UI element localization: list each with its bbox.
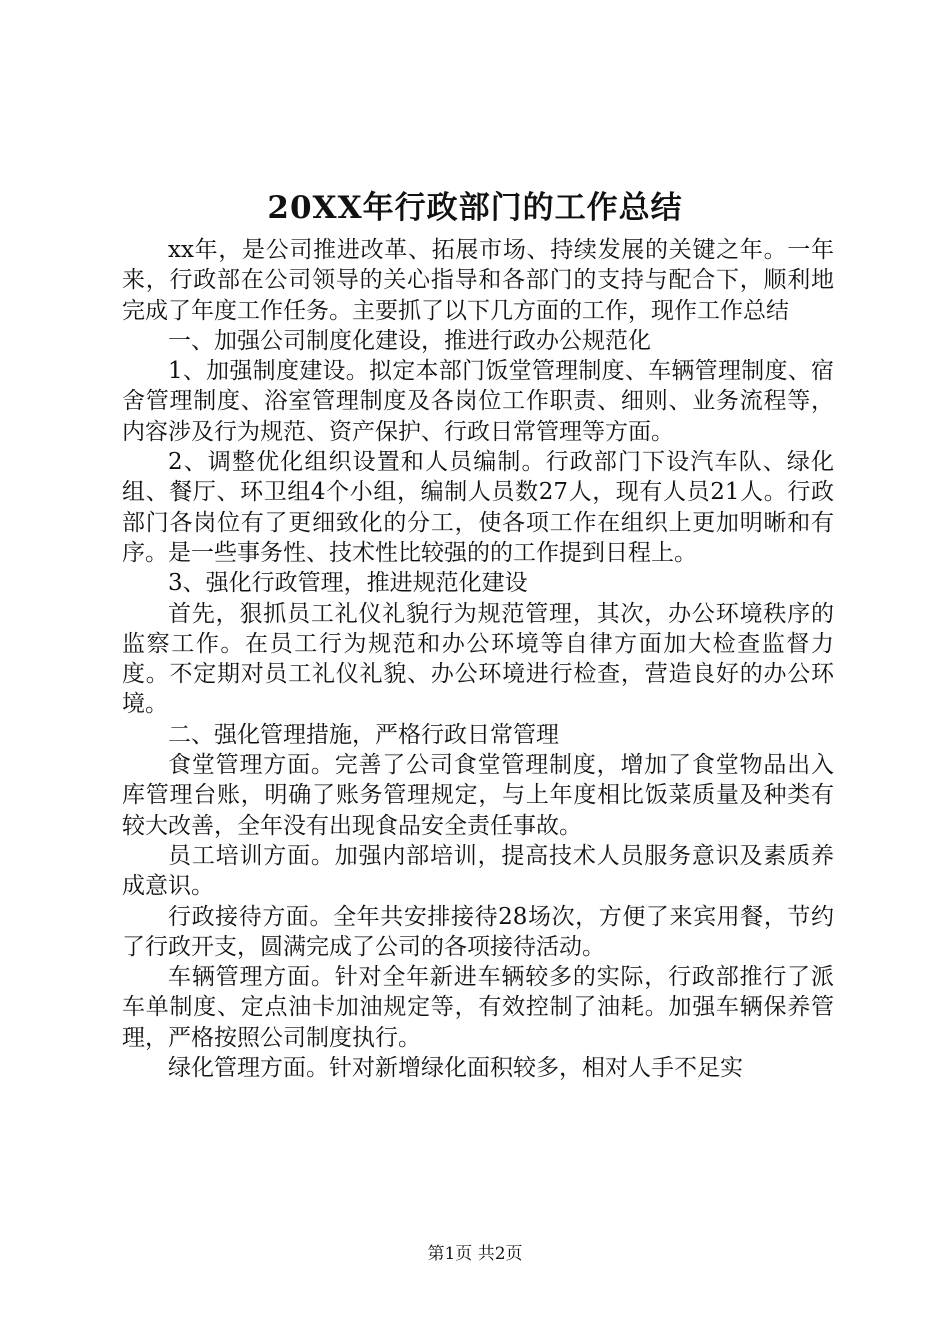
subheading-admin-management: 3、强化行政管理，推进规范化建设: [168, 570, 528, 597]
paragraph-training: 员工培训方面。加强内部培训，提高技术人员服务意识及素质养成意识。: [122, 842, 834, 900]
paragraph-etiquette: 首先，狠抓员工礼仪礼貌行为规范管理，其次，办公环境秩序的监察工作。在员工行为规范和办公环境等自律方面加大检查监督力度。不定期对员工礼仪礼貌、办公环境进行检查，营造良好的办公环境。: [122, 600, 834, 718]
document-title: 20XX年行政部门的工作总结: [267, 190, 683, 226]
paragraph-canteen: 食堂管理方面。完善了公司食堂管理制度，增加了食堂物品出入库管理台账，明确了账务管理规定，与上年度相比饭菜质量及种类有较大改善，全年没有出现食品安全责任事故。: [122, 752, 834, 839]
paragraph-organization: 2、调整优化组织设置和人员编制。行政部门下设汽车队、绿化组、餐厅、环卫组4个小组，编制人员数27人，现有人员21人。行政部门各岗位有了更细致化的分工，使各项工作在组织上更加明晰和有序。是一些事务性、技术性比较强的的工作提到日程上。: [122, 449, 834, 566]
document-body: [122, 235, 834, 1083]
paragraph-reception: 行政接待方面。全年共安排接待28场次，方便了来宾用餐，节约了行政开支，圆满完成了公司的各项接待活动。: [122, 903, 834, 960]
section-heading-2: 二、强化管理措施，严格行政日常管理: [168, 721, 559, 748]
paragraph-greening: 绿化管理方面。针对新增绿化面积较多，相对人手不足实: [168, 1055, 743, 1082]
paragraph-system-building: 1、加强制度建设。拟定本部门饭堂管理制度、车辆管理制度、宿舍管理制度、浴室管理制度及各岗位工作职责、细则、业务流程等，内容涉及行为规范、资产保护、行政日常管理等方面。: [122, 358, 834, 445]
page-number: 第1页 共2页: [427, 1244, 523, 1264]
paragraph-vehicles: 车辆管理方面。针对全年新进车辆较多的实际，行政部推行了派车单制度、定点油卡加油规定等，有效控制了油耗。加强车辆保养管理，严格按照公司制度执行。: [122, 964, 834, 1051]
section-heading-1: 一、加强公司制度化建设，推进行政办公规范化: [168, 327, 651, 354]
paragraph-intro: xx年，是公司推进改革、拓展市场、持续发展的关键之年。一年来，行政部在公司领导的关心指导和各部门的支持与配合下，顺利地完成了年度工作任务。主要抓了以下几方面的工作，现作工作总结: [122, 237, 834, 324]
